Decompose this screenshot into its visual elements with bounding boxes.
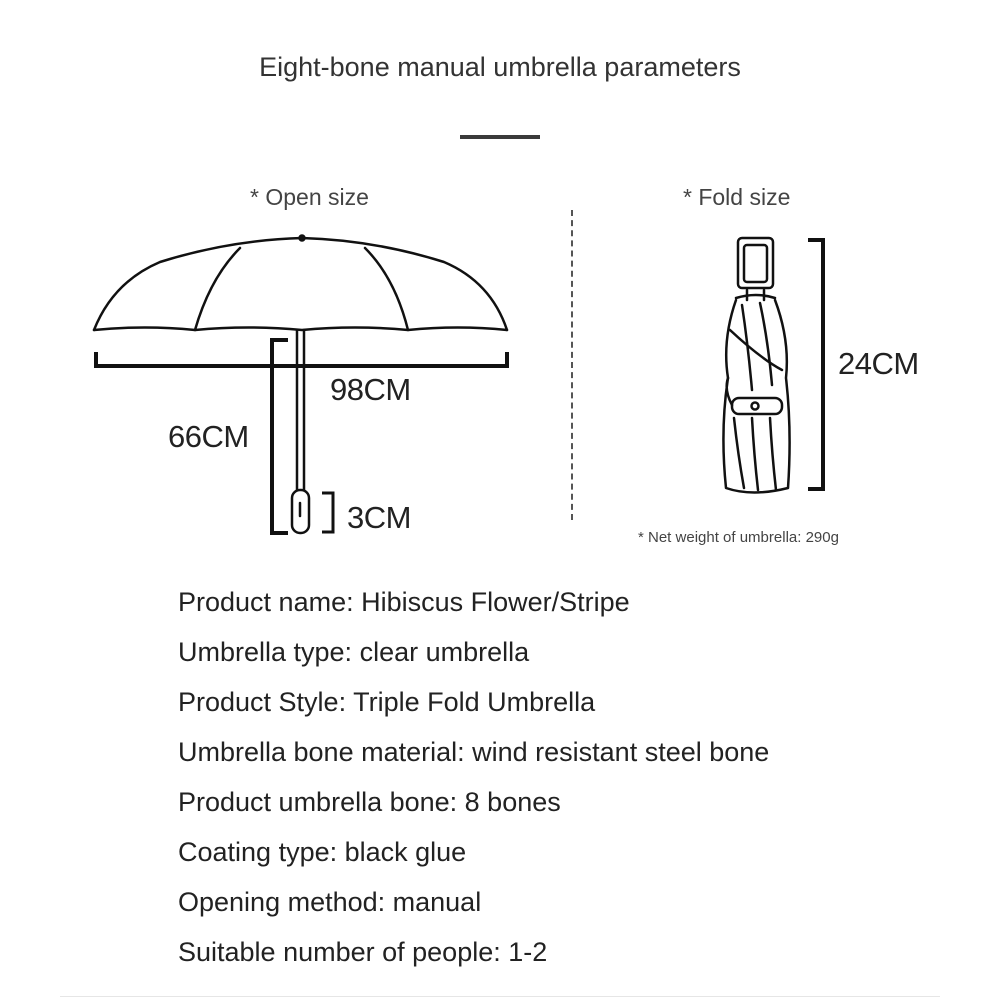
net-weight-note: * Net weight of umbrella: 290g xyxy=(638,529,839,546)
fold-length-dimension-line xyxy=(808,240,823,489)
spec-item-people: Suitable number of people: 1-2 xyxy=(178,937,548,967)
folded-umbrella-icon xyxy=(723,238,789,493)
height-dimension-line xyxy=(272,340,288,533)
spec-item-bone-material: Umbrella bone material: wind resistant steel bone xyxy=(178,737,770,767)
spec-list xyxy=(178,577,769,977)
open-width-value: 98CM xyxy=(330,372,411,407)
open-size-label: * Open size xyxy=(250,184,369,210)
open-umbrella-icon xyxy=(94,236,507,534)
spec-item-product-style: Product Style: Triple Fold Umbrella xyxy=(178,687,596,717)
fold-length-value: 24CM xyxy=(838,346,919,381)
open-height-value: 66CM xyxy=(168,419,249,454)
spec-item-opening-method: Opening method: manual xyxy=(178,887,482,917)
handle-dimension-line xyxy=(322,493,333,532)
spec-item-umbrella-type: Umbrella type: clear umbrella xyxy=(178,637,530,667)
spec-item-bone-count: Product umbrella bone: 8 bones xyxy=(178,787,561,817)
spec-item-product-name: Product name: Hibiscus Flower/Stripe xyxy=(178,587,630,617)
width-dimension-line xyxy=(96,352,507,366)
spec-item-coating-type: Coating type: black glue xyxy=(178,837,467,867)
handle-length-value: 3CM xyxy=(347,500,411,535)
fold-size-label: * Fold size xyxy=(683,184,791,210)
page-title: Eight-bone manual umbrella parameters xyxy=(259,52,741,82)
bottom-divider xyxy=(60,996,940,997)
